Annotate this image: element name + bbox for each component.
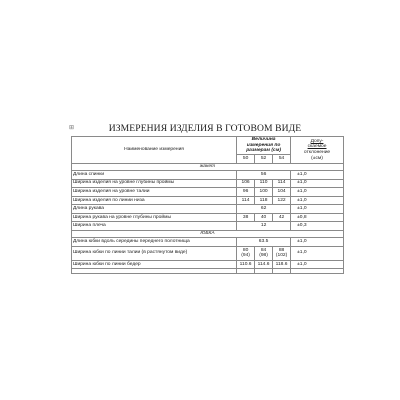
- tolerance-label-1: Допу-: [310, 138, 324, 144]
- measurement-name: Ширина юбки по линии бедер: [72, 260, 237, 269]
- tolerance-value: ±1,0: [291, 179, 344, 188]
- measurement-name: Длина спинки: [72, 170, 237, 179]
- measurement-name: Ширина изделия на уровне талии: [72, 188, 237, 197]
- table-row: [72, 222, 344, 231]
- tolerance-value: ±1,0: [291, 205, 344, 214]
- measurement-value: 62: [237, 205, 291, 214]
- section-label: ЮБКА: [72, 231, 344, 238]
- tolerance-value: ±1,0: [291, 170, 344, 179]
- tolerance-value: ±1,0: [291, 260, 344, 269]
- tolerance-value: ±1,0: [291, 246, 344, 260]
- header-sizes-cell: Величина измерения по размерам (см): [237, 137, 291, 155]
- measurement-value: 38: [237, 213, 255, 222]
- table-row: [72, 260, 344, 269]
- tolerance-value: ±1,0: [291, 196, 344, 205]
- measurement-value: 118.6: [273, 260, 291, 269]
- measurement-name: Ширина плеча: [72, 222, 237, 231]
- section-label: жакет: [72, 163, 344, 170]
- measurement-name: Ширина рукава на уровне глубины проймы: [72, 213, 237, 222]
- size-52-cell: 52: [255, 154, 273, 163]
- measurement-value: 63.5: [237, 238, 291, 247]
- measurement-value: 56: [237, 170, 291, 179]
- table-header-row: [72, 137, 344, 155]
- tolerance-label-3: отклонение: [303, 149, 331, 155]
- size-54-cell: 54: [273, 154, 291, 163]
- measurement-name: Длина рукава: [72, 205, 237, 214]
- measurement-value: 96: [237, 188, 255, 197]
- table-row: [72, 238, 344, 247]
- measurement-value: 12: [237, 222, 291, 231]
- tolerance-label-4: (±см): [311, 155, 323, 161]
- measurement-value: 110.6: [237, 260, 255, 269]
- measurement-value: 114: [273, 179, 291, 188]
- tolerance-value: ±0,8: [291, 213, 344, 222]
- blank-cell: [72, 269, 237, 274]
- blank-cell: [255, 269, 273, 274]
- section-row: [72, 231, 344, 238]
- measurement-name: Ширина изделия по линии низа: [72, 196, 237, 205]
- blank-cell: [237, 269, 255, 274]
- table-move-handle-icon[interactable]: ⊞: [69, 125, 75, 131]
- table-row: [72, 170, 344, 179]
- blank-cell: [291, 269, 344, 274]
- tolerance-label-2: скаемое: [307, 144, 327, 150]
- section-row: [72, 163, 344, 170]
- measurement-value: 122: [273, 196, 291, 205]
- measurement-value: 88 (102): [273, 246, 291, 260]
- table-row: [72, 213, 344, 222]
- measurements-table-body: [72, 137, 344, 274]
- measurement-value: 114.6: [255, 260, 273, 269]
- size-50-cell: 50: [237, 154, 255, 163]
- measurement-value: 40: [255, 213, 273, 222]
- measurement-value: 110: [255, 179, 273, 188]
- document-title: ИЗМЕРЕНИЯ ИЗДЕЛИЯ В ГОТОВОМ ВИДЕ: [108, 123, 302, 134]
- header-tolerance-cell: [291, 137, 344, 164]
- table-row: [72, 246, 344, 260]
- measurement-value: 118: [255, 196, 273, 205]
- measurements-table: [71, 136, 344, 274]
- tolerance-value: ±1,0: [291, 238, 344, 247]
- measurement-name: Длина юбки вдоль середины переднего полотнища: [72, 238, 237, 247]
- measurement-name: Ширина юбки по линии талии (в растянутом виде): [72, 246, 237, 260]
- blank-cell: [273, 269, 291, 274]
- measurement-value: 106: [237, 179, 255, 188]
- table-row: [72, 188, 344, 197]
- blank-row: [72, 269, 344, 274]
- tolerance-value: ±1,0: [291, 188, 344, 197]
- table-row: [72, 196, 344, 205]
- measurement-name: Ширина изделия на уровне глубины проймы: [72, 179, 237, 188]
- table-row: [72, 179, 344, 188]
- measurement-value: 80 (94): [237, 246, 255, 260]
- measurement-value: 84 (98): [255, 246, 273, 260]
- measurement-value: 104: [273, 188, 291, 197]
- tolerance-value: ±0,3: [291, 222, 344, 231]
- header-name-cell: Наименование измерения: [72, 137, 237, 164]
- measurement-value: 100: [255, 188, 273, 197]
- measurement-value: 114: [237, 196, 255, 205]
- measurement-value: 42: [273, 213, 291, 222]
- table-row: [72, 205, 344, 214]
